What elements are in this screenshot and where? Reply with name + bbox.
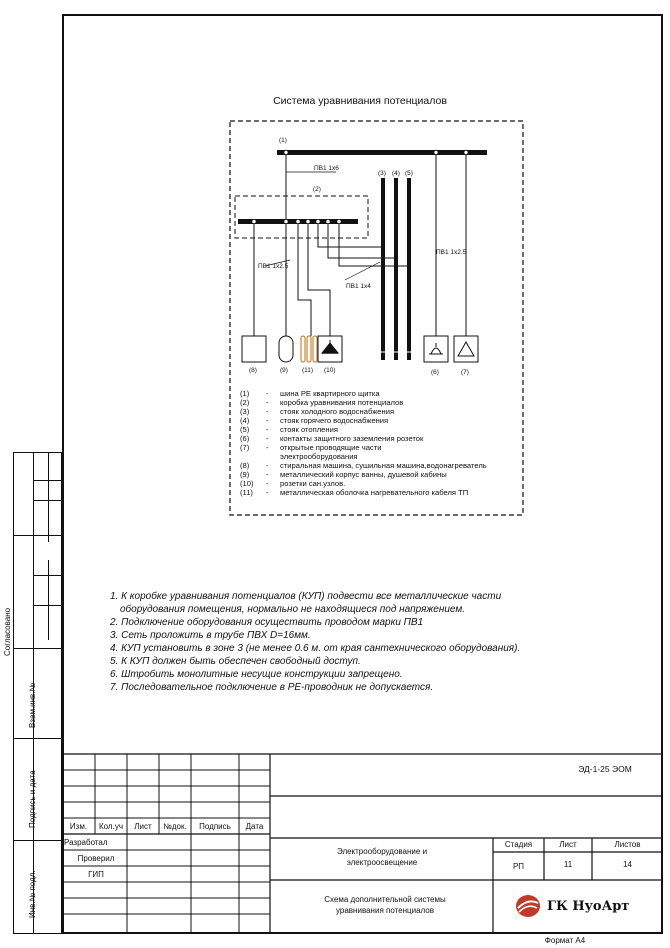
label-n4: (4) bbox=[392, 170, 400, 177]
stage-value: РП bbox=[512, 862, 525, 871]
sheets-header: Листов bbox=[614, 840, 641, 849]
label-n2: (2) bbox=[313, 186, 321, 193]
label-n9: (9) bbox=[280, 367, 288, 374]
wire-label: ПВ1 1х2.5 bbox=[258, 263, 289, 270]
col-header-doc: №док. bbox=[163, 822, 187, 831]
inv-orig-label: Инв.№ подл. bbox=[28, 870, 37, 918]
wire-label: ПВ1 1х6 bbox=[314, 165, 339, 172]
legend-item: (11) - металлическая оболочка нагревательного кабеля ТП bbox=[240, 488, 469, 497]
col-header-sign: Подпись bbox=[199, 822, 231, 831]
logo-emblem-icon bbox=[515, 894, 541, 918]
label-n8: (8) bbox=[249, 367, 257, 374]
legend-item: (3) - стояк холодного водоснабжения bbox=[240, 407, 395, 416]
company-logo bbox=[515, 892, 655, 920]
paper-format: Формат А4 bbox=[544, 936, 586, 945]
label-n6: (6) bbox=[431, 369, 439, 376]
role-chief-engineer: ГИП bbox=[88, 870, 104, 879]
legend-item: (9) - металлический корпус ванны, душевой кабины bbox=[240, 470, 447, 479]
legend-item: (1) - шина PE квартирного щитка bbox=[240, 389, 380, 398]
legend-item: (7) - открытые проводящие части bbox=[240, 443, 382, 452]
note-line: 4. КУП установить в зоне 3 (не менее 0.6 м. от края сантехнического оборудования). bbox=[110, 643, 521, 654]
wire-label: ПВ1 1х2.5 bbox=[436, 249, 467, 256]
project-name: Электрооборудование и электроосвещение bbox=[336, 847, 428, 867]
note-line: 7. Последовательное подключение в PE-проводник не допускается. bbox=[110, 682, 434, 693]
sheet-value: 11 bbox=[563, 860, 573, 869]
label-n3: (3) bbox=[378, 170, 386, 177]
note-line: 5. К КУП должен быть обеспечен свободный доступ. bbox=[110, 656, 361, 667]
sheet-header: Лист bbox=[559, 840, 577, 849]
legend-item: (5) - стояк отопления bbox=[240, 425, 338, 434]
col-header-list: Лист bbox=[134, 822, 152, 831]
label-n11: (11) bbox=[302, 367, 314, 374]
role-checker: Проверил bbox=[77, 854, 115, 863]
label-n5: (5) bbox=[405, 170, 413, 177]
col-header-kol: Кол.уч bbox=[99, 822, 123, 831]
label-n1: (1) bbox=[279, 137, 287, 144]
inv-replace-label: Взам.инв.№ bbox=[28, 682, 37, 728]
role-developer: Разработал bbox=[64, 838, 108, 847]
sign-date-label: Подпись и дата bbox=[28, 770, 37, 828]
sheet-title: Схема дополнительной системы уравнивания потенциалов bbox=[324, 895, 446, 915]
agreed-label: Согласовано bbox=[3, 607, 12, 656]
legend-item: (4) - стояк горячего водоснабжения bbox=[240, 416, 389, 425]
document-code: ЭД-1-25 ЭОМ bbox=[578, 764, 632, 774]
wire-label: ПВ1 1х4 bbox=[346, 283, 371, 290]
note-line: 3. Сеть проложить в трубе ПВХ D=16мм. bbox=[110, 630, 311, 641]
company-name: ГК НуоАрт bbox=[547, 898, 630, 914]
legend-item: электрооборудования bbox=[280, 452, 358, 461]
legend-item: (2) - коробка уравнивания потенциалов bbox=[240, 398, 404, 407]
legend-item: (10) - розетки сан.узлов. bbox=[240, 479, 346, 488]
legend-item: (8) - стиральная машина, сушильная машина,водонагреватель bbox=[240, 461, 487, 470]
sheets-value: 14 bbox=[623, 860, 632, 869]
note-line: 6. Штробить монолитные несущие конструкции запрещено. bbox=[110, 669, 403, 680]
note-line: 1. К коробке уравнивания потенциалов (КУП) подвести все металлические части bbox=[110, 591, 502, 602]
note-line: оборудования помещения, нормально не находящиеся под напряжением. bbox=[120, 604, 465, 615]
col-header-izm: Изм. bbox=[69, 822, 88, 831]
note-line: 2. Подключение оборудования осуществить проводом марки ПВ1 bbox=[110, 617, 424, 628]
stage-header: Стадия bbox=[504, 840, 533, 849]
col-header-date: Дата bbox=[245, 822, 264, 831]
diagram-title: Система уравнивания потенциалов bbox=[273, 95, 447, 107]
label-n10: (10) bbox=[324, 367, 336, 374]
label-n7: (7) bbox=[461, 369, 469, 376]
legend-item: (6) - контакты защитного заземления розеток bbox=[240, 434, 424, 443]
